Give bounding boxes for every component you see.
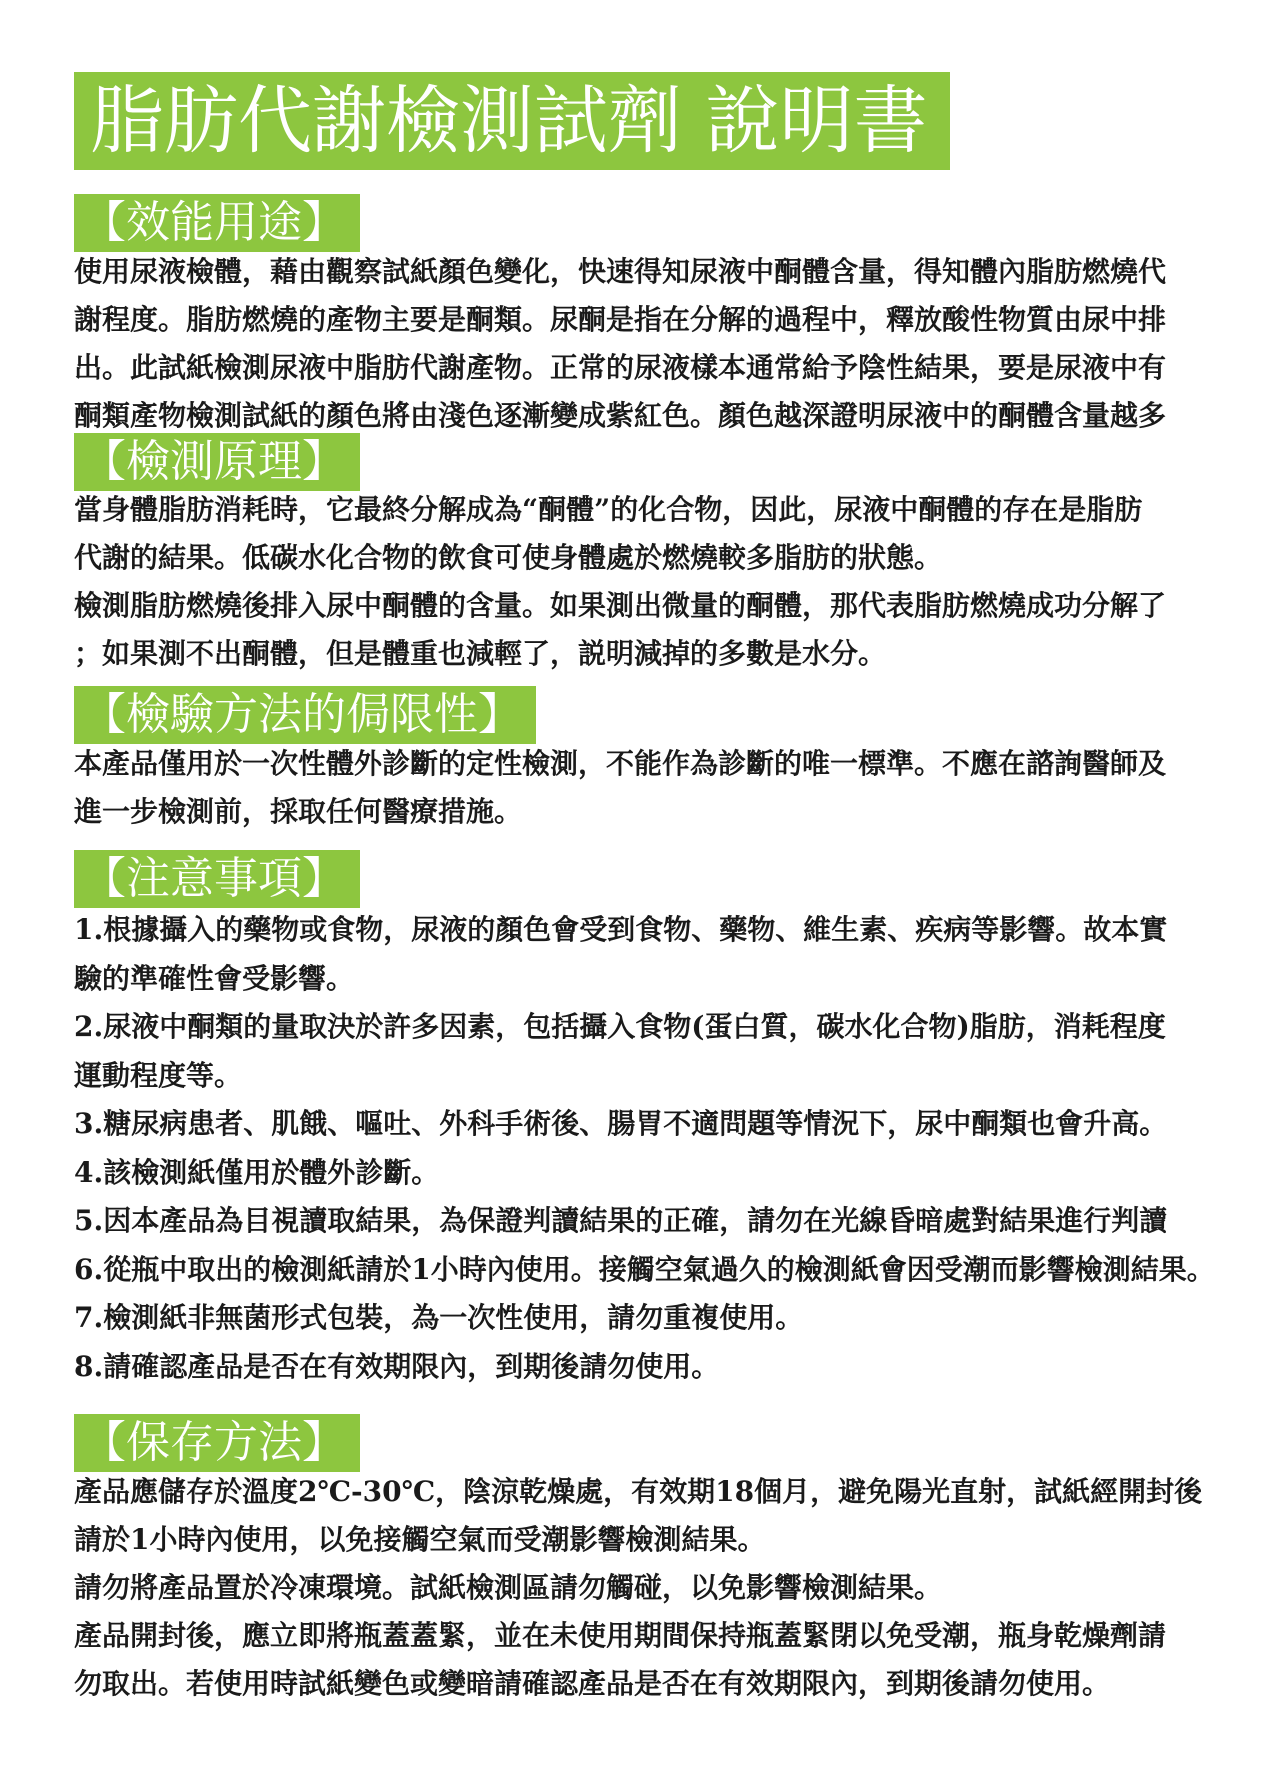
- list-item: 驗的準確性會受影響。: [74, 961, 355, 995]
- text-line: 請於1小時內使用，以免接觸空氣而受潮影響檢測結果。: [74, 1523, 766, 1556]
- list-item: 6.從瓶中取出的檢測紙請於1小時內使用。接觸空氣過久的檢測紙會因受潮而影響檢測結果。: [74, 1252, 1215, 1286]
- text-line: ；如果測不出酮體，但是體重也減輕了，説明減掉的多數是水分。: [74, 637, 887, 670]
- text-line: 出。此試紙檢測尿液中脂肪代謝產物。正常的尿液樣本通常給予陰性結果，要是尿液中有: [74, 351, 1167, 384]
- text-line: 酮類產物檢測試紙的顏色將由淺色逐漸變成紫紅色。顏色越深證明尿液中的酮體含量越多: [74, 399, 1167, 432]
- text-line: 當身體脂肪消耗時，它最終分解成為“酮體”的化合物，因此，尿液中酮體的存在是脂肪: [74, 493, 1143, 526]
- section-heading-limitations: 【檢驗方法的侷限性】: [74, 686, 536, 744]
- list-item: 3.糖尿病患者、肌餓、嘔吐、外科手術後、腸胃不適問題等情況下，尿中酮類也會升高。: [74, 1107, 1168, 1140]
- text-line: 本產品僅用於一次性體外診斷的定性檢測，不能作為診斷的唯一標準。不應在諮詢醫師及: [74, 747, 1167, 780]
- list-item: 運動程度等。: [74, 1058, 243, 1092]
- list-item: 2.尿液中酮類的量取決於許多因素，包括攝入食物(蛋白質，碳水化合物)脂肪，消耗程度: [74, 1010, 1166, 1043]
- text-line: 產品開封後，應立即將瓶蓋蓋緊，並在未使用期間保持瓶蓋緊閉以免受潮，瓶身乾燥劑請: [74, 1619, 1167, 1652]
- document-title: 脂肪代謝檢測試劑 說明書: [74, 72, 950, 170]
- text-line: 代謝的結果。低碳水化合物的飲食可使身體處於燃燒較多脂肪的狀態。: [74, 541, 943, 574]
- section-body-notes: [74, 906, 1224, 1391]
- section-body-storage: [74, 1468, 1224, 1708]
- section-body-principle: [74, 486, 1224, 678]
- text-line: 勿取出。若使用時試紙變色或變暗請確認產品是否在有效期限內，到期後請勿使用。: [74, 1667, 1111, 1700]
- section-body-usage: [74, 248, 1224, 440]
- section-heading-principle: 【檢測原理】: [74, 433, 360, 491]
- text-line: 謝程度。脂肪燃燒的產物主要是酮類。尿酮是指在分解的過程中，釋放酸性物質由尿中排: [74, 303, 1167, 336]
- text-line: 使用尿液檢體，藉由觀察試紙顏色變化，快速得知尿液中酮體含量，得知體內脂肪燃燒代: [74, 255, 1167, 288]
- section-heading-storage: 【保存方法】: [74, 1414, 360, 1472]
- list-item: 5.因本產品為目視讀取結果，為保證判讀結果的正確，請勿在光線昏暗處對結果進行判讀: [74, 1204, 1168, 1237]
- section-body-limitations: [74, 740, 1224, 836]
- list-item: 8.請確認產品是否在有效期限內，到期後請勿使用。: [74, 1349, 720, 1383]
- section-heading-usage: 【效能用途】: [74, 194, 360, 252]
- text-line: 進一步檢測前，採取任何醫療措施。: [74, 795, 523, 828]
- list-item: 4.該檢測紙僅用於體外診斷。: [74, 1155, 440, 1189]
- section-heading-notes: 【注意事項】: [74, 850, 360, 908]
- text-line: 檢測脂肪燃燒後排入尿中酮體的含量。如果測出微量的酮體，那代表脂肪燃燒成功分解了: [74, 589, 1167, 622]
- text-line: 請勿將產品置於冷凍環境。試紙檢測區請勿觸碰，以免影響檢測結果。: [74, 1571, 943, 1604]
- list-item: 7.檢測紙非無菌形式包裝，為一次性使用，請勿重複使用。: [74, 1301, 804, 1334]
- list-item: 1.根據攝入的藥物或食物，尿液的顏色會受到食物、藥物、維生素、疾病等影響。故本實: [74, 913, 1168, 946]
- text-line: 產品應儲存於溫度2℃-30℃，陰涼乾燥處，有效期18個月，避免陽光直射，試紙經開封後: [74, 1475, 1203, 1508]
